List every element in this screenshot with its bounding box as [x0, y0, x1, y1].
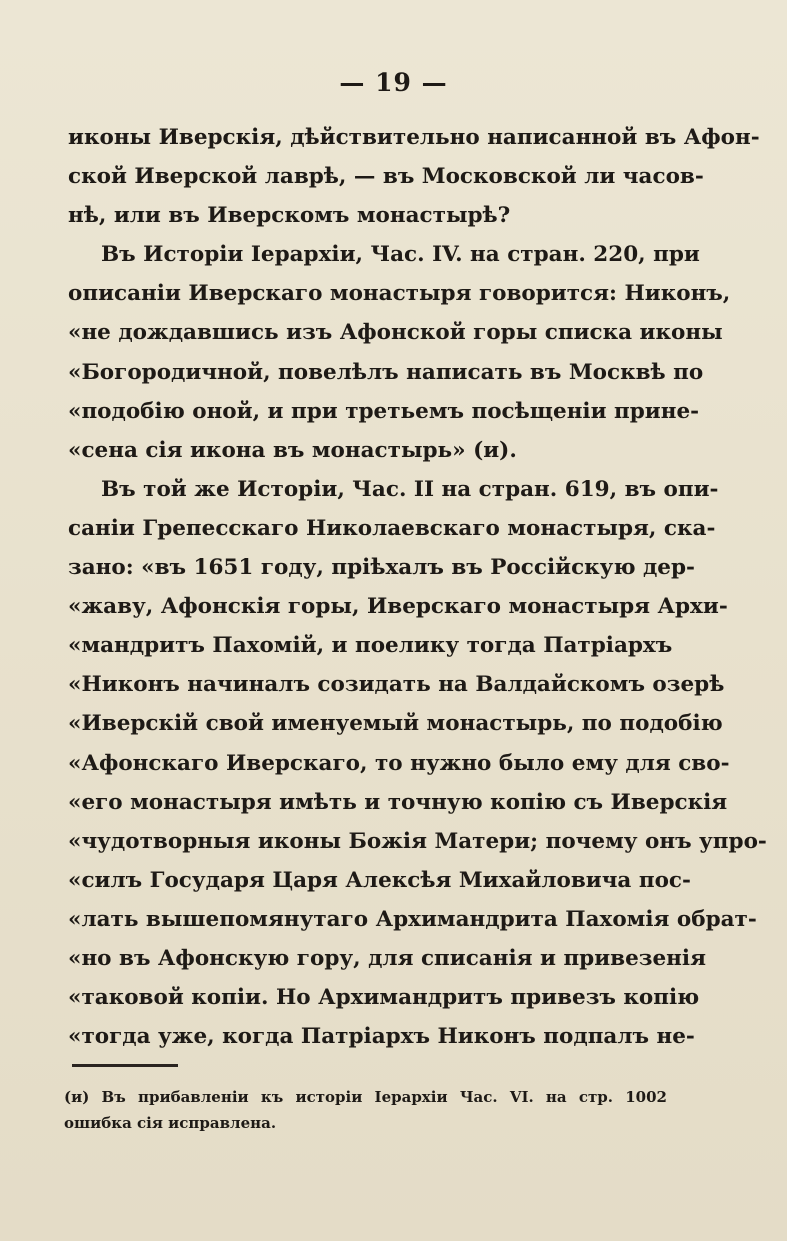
footnote-line: ошибка сія исправлена. [64, 1114, 277, 1132]
text-line: Въ Исторіи Іерархіи, Час. IV. на стран. 220, при [101, 242, 700, 268]
text-line: «Иверскій свой именуемый монастырь, по подобію [68, 711, 723, 737]
text-line: Въ той же Исторіи, Час. II на стран. 619, въ опи- [101, 476, 719, 502]
text-line: «Богородичной, повелѣлъ написать въ Москвѣ по [68, 359, 704, 385]
text-line: «подобію оной, и при третьемъ посѣщеніи прине- [68, 398, 700, 424]
text-line: «его монастыря имѣть и точную копію съ Иверскія [68, 789, 728, 815]
body-text [68, 118, 767, 1056]
text-line: «лать вышепомянутаго Архимандрита Пахомія обрат- [68, 906, 757, 932]
text-line: «мандритъ Пахомій, и поелику тогда Патріархъ [68, 633, 673, 659]
text-line: «сена сія икона въ монастырь» (и). [68, 437, 517, 463]
text-line: зано: «въ 1651 году, пріѣхалъ въ Россійскую дер- [68, 555, 695, 581]
text-line: «не дождавшись изъ Афонской горы списка иконы [68, 320, 723, 346]
text-line: «Афонскаго Иверскаго, то нужно было ему для сво- [68, 750, 730, 776]
text-line: «таковой копіи. Но Архимандритъ привезъ копію [68, 985, 700, 1011]
text-line: «чудотворныя иконы Божія Матери; почему онъ упро- [68, 828, 767, 854]
text-line: нѣ, или въ Иверскомъ монастырѣ? [68, 203, 511, 229]
text-line: описаніи Иверскаго монастыря говорится: Никонъ, [68, 281, 731, 307]
text-line: «тогда уже, когда Патріархъ Никонъ подпалъ не- [68, 1024, 695, 1050]
footnote [64, 1084, 667, 1136]
text-line: саніи Грепесскаго Николаевскаго монастыря, ска- [68, 515, 716, 541]
text-line: «но въ Афонскую гору, для списанія и привезенія [68, 945, 706, 971]
footnote-line: (и) Въ прибавленіи къ исторіи Іерархіи Час. VI. на стр. 1002 [64, 1088, 667, 1106]
footnote-rule [72, 1064, 178, 1067]
text-line: «жаву, Афонскія горы, Иверскаго монастыря Архи- [68, 594, 728, 620]
text-line: «Никонъ начиналъ созидать на Валдайскомъ озерѣ [68, 672, 725, 698]
text-line: иконы Иверскія, дѣйствительно написанной въ Афон- [68, 125, 760, 150]
page-number: — 19 — [339, 68, 448, 97]
text-line: ской Иверской лаврѣ, — въ Московской ли часов- [68, 164, 704, 190]
text-line: «силъ Государя Царя Алексѣя Михайловича пос- [68, 867, 691, 893]
